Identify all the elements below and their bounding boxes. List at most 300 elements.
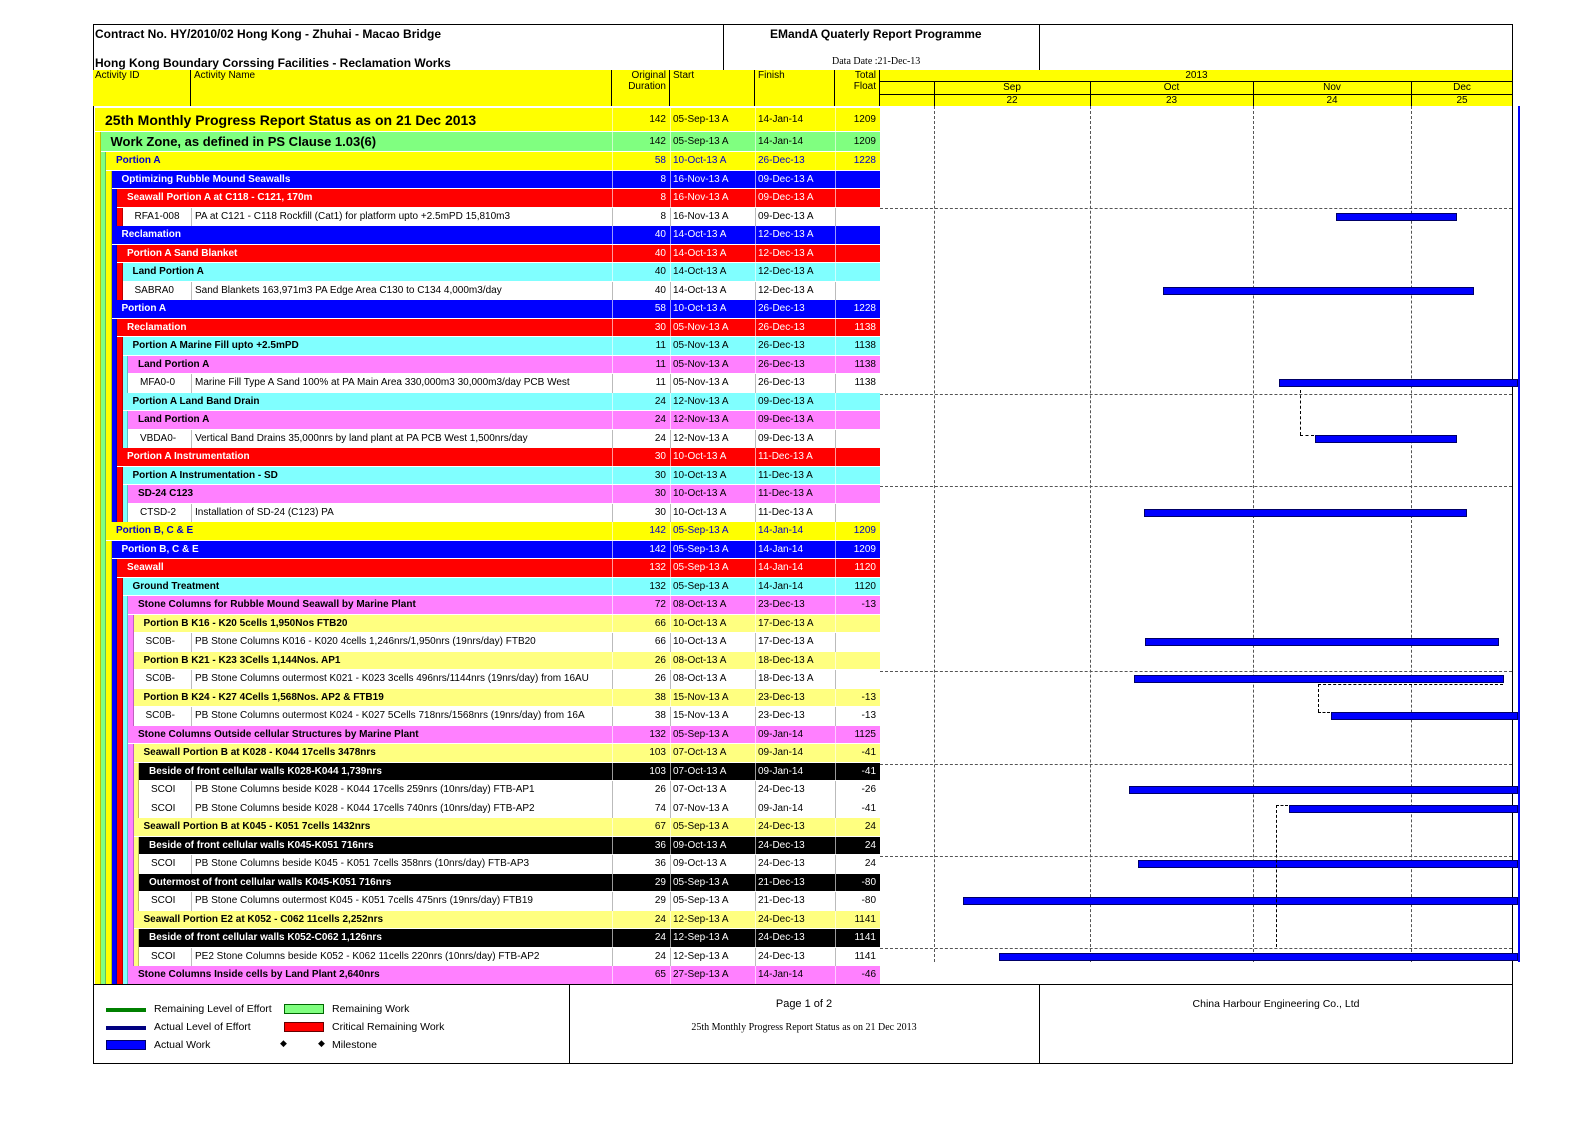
finish-cell: 09-Jan-14 [758, 802, 804, 814]
footer-divider [1039, 984, 1040, 1064]
duration-cell: 132 [649, 562, 666, 573]
start-cell: 05-Nov-13 A [673, 321, 729, 333]
gantt-bar [1163, 287, 1474, 295]
legend-swatch-critical-work [284, 1022, 324, 1032]
duration-cell: 8 [660, 192, 666, 203]
activity-id: SCOI [151, 858, 176, 869]
gantt-bar [1129, 786, 1518, 794]
col-activity-id: Activity ID [93, 70, 191, 106]
start-cell: 12-Sep-13 A [673, 950, 729, 962]
float-cell [835, 430, 880, 449]
activity-name: PB Stone Columns beside K045 - K051 7cells 358nrs (10nrs/day) FTB-AP3 [195, 858, 530, 869]
activity-name: Portion B, C & E [121, 543, 199, 555]
col-duration: Original Duration [612, 70, 670, 106]
start-cell: 05-Sep-13 A [673, 728, 729, 740]
project-title: Hong Kong Boundary Corssing Facilities - Reclamation Works [95, 56, 451, 70]
float-cell: -13 [861, 599, 876, 610]
float-cell [835, 670, 880, 689]
legend-label: Critical Remaining Work [332, 1021, 445, 1033]
footer-status: 25th Monthly Progress Report Status as on 21 Dec 2013 [691, 1022, 917, 1033]
float-cell [835, 171, 880, 190]
start-cell: 15-Nov-13 A [673, 691, 729, 703]
activity-name: Sand Blankets 163,971m3 PA Edge Area C130 to C134 4,000m3/day [195, 284, 502, 296]
start-cell: 14-Oct-13 A [673, 284, 727, 296]
finish-cell: 24-Dec-13 [758, 932, 805, 943]
start-cell: 14-Oct-13 A [673, 247, 727, 259]
duration-cell: 40 [654, 229, 666, 240]
duration-cell: 66 [654, 617, 666, 629]
float-cell: -41 [861, 765, 876, 777]
data-date-line [1518, 106, 1520, 962]
activity-name: Portion B K16 - K20 5cells 1,950Nos FTB20 [143, 617, 348, 629]
float-cell [835, 263, 880, 282]
duration-cell: 30 [654, 451, 666, 462]
page-number: Page 1 of 2 [775, 998, 833, 1010]
start-cell: 15-Nov-13 A [673, 710, 729, 721]
activity-name: PB Stone Columns outermost K045 - K051 7cells 475nrs (19nrs/day) FTB19 [195, 895, 533, 906]
duration-cell: 142 [649, 114, 666, 125]
report-title: EMandA Quaterly Report Programme [770, 27, 982, 41]
grid-line [880, 394, 1512, 395]
activity-name: Land Portion A [138, 414, 210, 425]
finish-cell: 09-Dec-13 A [758, 414, 814, 425]
activity-id: SC0B- [145, 710, 175, 721]
finish-cell: 26-Dec-13 [758, 303, 805, 314]
activity-name: Marine Fill Type A Sand 100% at PA Main Area 330,000m3 30,000m3/day PCB West [195, 377, 570, 388]
gantt-bar [1336, 213, 1457, 221]
float-cell [835, 282, 880, 301]
float-cell: 1138 [854, 340, 876, 351]
float-cell: -46 [861, 969, 876, 980]
float-cell [835, 226, 880, 245]
finish-cell: 24-Dec-13 [758, 839, 805, 851]
finish-cell: 26-Dec-13 [758, 377, 805, 388]
start-cell: 05-Sep-13 A [673, 580, 729, 592]
dependency-line [1318, 684, 1319, 712]
start-cell: 10-Oct-13 A [673, 303, 727, 314]
timeline-divider [934, 82, 935, 106]
start-cell: 07-Oct-13 A [673, 747, 727, 758]
activity-name: PB Stone Columns outermost K024 - K027 5Cells 718nrs/1568nrs (19nrs/day) from 16A [195, 710, 585, 721]
activity-id: RFA1-008 [134, 210, 180, 222]
timeline-month: Oct [1163, 82, 1180, 93]
start-cell: 05-Nov-13 A [673, 358, 729, 370]
finish-cell: 21-Dec-13 [758, 895, 805, 906]
legend-label: Actual Work [154, 1039, 211, 1051]
float-cell [835, 485, 880, 504]
float-cell: 24 [864, 858, 876, 869]
finish-cell: 23-Dec-13 [758, 691, 805, 703]
start-cell: 10-Oct-13 A [673, 155, 727, 166]
gantt-bar [1315, 435, 1457, 443]
gantt-bar [1134, 675, 1504, 683]
activity-name: Optimizing Rubble Mound Seawalls [121, 173, 291, 185]
timeline-month: Nov [1323, 82, 1341, 93]
timeline-divider [1090, 82, 1091, 106]
start-cell: 16-Nov-13 A [673, 173, 729, 185]
start-cell: 05-Sep-13 A [673, 114, 729, 125]
duration-cell: 30 [654, 469, 666, 481]
activity-name: PA at C121 - C118 Rockfill (Cat1) for platform upto +2.5mPD 15,810m3 [195, 210, 511, 222]
start-cell: 12-Sep-13 A [673, 932, 729, 943]
finish-cell: 09-Jan-14 [758, 728, 804, 740]
duration-cell: 29 [654, 895, 666, 906]
col-finish: Finish [755, 70, 835, 106]
activity-name: Beside of front cellular walls K045-K051 716nrs [149, 839, 374, 851]
finish-cell: 17-Dec-13 A [758, 617, 814, 629]
activity-id: SCOI [151, 802, 176, 814]
activity-id: SCOI [151, 950, 176, 962]
activity-name: Ground Treatment [132, 580, 220, 592]
finish-cell: 26-Dec-13 [758, 340, 805, 351]
float-cell: 1138 [854, 358, 876, 370]
legend-swatch-actual-loe [106, 1026, 146, 1030]
legend-label: Actual Level of Effort [154, 1021, 251, 1033]
float-cell: -80 [861, 876, 876, 888]
float-cell: 1209 [853, 525, 876, 536]
start-cell: 10-Oct-13 A [673, 451, 727, 462]
activity-name: Stone Columns Outside cellular Structures by Marine Plant [138, 728, 419, 740]
float-cell: 1209 [853, 136, 876, 147]
duration-cell: 24 [654, 950, 666, 962]
timeline-year: 2013 [1185, 70, 1208, 81]
float-cell: 24 [864, 821, 876, 832]
activity-name: Stone Columns for Rubble Mound Seawall by Marine Plant [138, 599, 416, 610]
header-divider [723, 24, 724, 70]
start-cell: 10-Oct-13 A [673, 617, 727, 629]
duration-cell: 67 [654, 821, 666, 832]
duration-cell: 38 [654, 710, 666, 721]
activity-name: PE2 Stone Columns beside K052 - K062 11cells 220nrs (10nrs/day) FTB-AP2 [195, 950, 540, 962]
header-divider [1039, 24, 1040, 70]
grid-line [880, 208, 1512, 209]
gantt-bar [1145, 638, 1499, 646]
finish-cell: 09-Dec-13 A [758, 173, 814, 185]
milestone-diamond-icon: ◆ [280, 1038, 287, 1048]
start-cell: 12-Nov-13 A [673, 395, 729, 407]
finish-cell: 24-Dec-13 [758, 784, 805, 795]
duration-cell: 132 [649, 728, 666, 740]
grid-line [1253, 106, 1254, 962]
duration-cell: 142 [649, 525, 666, 536]
finish-cell: 24-Dec-13 [758, 821, 805, 832]
activity-name: Portion A Instrumentation - SD [132, 469, 278, 481]
finish-cell: 17-Dec-13 A [758, 636, 814, 647]
duration-cell: 103 [649, 747, 666, 758]
grid-line [880, 856, 1512, 857]
duration-cell: 30 [654, 488, 666, 499]
dependency-line [1300, 390, 1301, 435]
finish-cell: 14-Jan-14 [758, 114, 804, 125]
activity-name: PB Stone Columns beside K028 - K044 17cells 259nrs (10nrs/day) FTB-AP1 [195, 784, 535, 795]
finish-cell: 23-Dec-13 [758, 710, 805, 721]
activity-name: Reclamation [127, 321, 187, 333]
duration-cell: 58 [654, 155, 666, 166]
activity-name: SD-24 C123 [138, 488, 194, 499]
dependency-line [1300, 435, 1314, 436]
duration-cell: 40 [654, 284, 666, 296]
duration-cell: 24 [654, 932, 666, 943]
start-cell: 05-Sep-13 A [673, 543, 729, 555]
finish-cell: 11-Dec-13 A [758, 469, 813, 481]
float-cell [835, 411, 880, 430]
float-cell [835, 245, 880, 264]
float-cell [835, 189, 880, 208]
footer-divider [93, 984, 1513, 985]
duration-cell: 29 [654, 876, 666, 888]
dependency-line [1318, 712, 1330, 713]
grid-line [880, 764, 1512, 765]
legend-label: Milestone [332, 1039, 377, 1051]
finish-cell: 14-Jan-14 [758, 580, 804, 592]
start-cell: 05-Sep-13 A [673, 876, 729, 888]
finish-cell: 09-Dec-13 A [758, 192, 814, 203]
float-cell: 1125 [854, 728, 876, 740]
float-cell: -80 [861, 895, 876, 906]
activity-name: Seawall Portion A at C118 - C121, 170m [127, 192, 313, 203]
activity-name: Land Portion A [138, 358, 210, 370]
finish-cell: 12-Dec-13 A [758, 229, 814, 240]
company-name: China Harbour Engineering Co., Ltd [1192, 998, 1360, 1010]
float-cell [835, 448, 880, 467]
start-cell: 12-Nov-13 A [673, 432, 729, 444]
finish-cell: 21-Dec-13 [758, 876, 805, 888]
milestone-diamond-icon: ◆ [318, 1038, 325, 1048]
activity-id: SCOI [151, 895, 176, 906]
finish-cell: 14-Jan-14 [758, 969, 804, 980]
activity-name: Portion B, C & E [116, 525, 194, 536]
start-cell: 14-Oct-13 A [673, 229, 727, 240]
float-cell: 1209 [853, 543, 876, 555]
finish-cell: 14-Jan-14 [758, 525, 804, 536]
activity-id: SC0B- [145, 636, 175, 647]
activity-name: 25th Monthly Progress Report Status as on 21 Dec 2013 [105, 112, 477, 128]
grid-line [880, 486, 1512, 487]
float-cell: 1141 [854, 913, 876, 925]
start-cell: 05-Sep-13 A [673, 562, 729, 573]
data-date: Data Date :21-Dec-13 [832, 56, 921, 67]
activity-name: Seawall Portion B at K045 - K051 7cells 1432nrs [143, 821, 371, 832]
duration-cell: 24 [654, 913, 666, 925]
start-cell: 07-Nov-13 A [673, 802, 729, 814]
duration-cell: 30 [654, 321, 666, 333]
duration-cell: 132 [649, 580, 666, 592]
finish-cell: 11-Dec-13 A [758, 451, 813, 462]
duration-cell: 36 [654, 839, 666, 851]
activity-name: Portion A [121, 303, 167, 314]
grid-line [1090, 106, 1091, 962]
grid-line [880, 671, 1512, 672]
start-cell: 07-Oct-13 A [673, 784, 727, 795]
gantt-bar [963, 897, 1518, 905]
activity-name: PB Stone Columns K016 - K020 4cells 1,246nrs/1,950nrs (19nrs/day) FTB20 [195, 636, 536, 647]
legend-swatch-actual-work [106, 1040, 146, 1050]
start-cell: 07-Oct-13 A [673, 765, 727, 777]
duration-cell: 30 [654, 506, 666, 518]
activity-name: PB Stone Columns beside K028 - K044 17cells 740nrs (10nrs/day) FTB-AP2 [195, 802, 535, 814]
finish-cell: 09-Jan-14 [758, 765, 804, 777]
duration-cell: 38 [654, 691, 666, 703]
activity-id: MFA0-0 [140, 377, 176, 388]
legend-label: Remaining Level of Effort [154, 1003, 272, 1015]
gantt-bar [999, 953, 1518, 961]
finish-cell: 24-Dec-13 [758, 858, 805, 869]
float-cell [835, 393, 880, 412]
duration-cell: 142 [649, 543, 666, 555]
legend-label: Remaining Work [332, 1003, 410, 1015]
legend-swatch-remaining-work [284, 1004, 324, 1014]
duration-cell: 11 [655, 377, 666, 388]
float-cell: 1138 [854, 321, 876, 333]
activity-id: VBDA0- [140, 432, 177, 444]
finish-cell: 24-Dec-13 [758, 950, 805, 962]
activity-name: Vertical Band Drains 35,000nrs by land plant at PA PCB West 1,500nrs/day [195, 432, 528, 444]
start-cell: 09-Oct-13 A [673, 858, 727, 869]
start-cell: 08-Oct-13 A [673, 599, 727, 610]
float-cell: 1228 [853, 303, 876, 314]
finish-cell: 23-Dec-13 [758, 599, 805, 610]
duration-cell: 26 [654, 784, 666, 795]
start-cell: 10-Oct-13 A [673, 469, 727, 481]
legend-swatch-remaining-loe [106, 1008, 146, 1012]
finish-cell: 11-Dec-13 A [758, 488, 813, 499]
duration-cell: 36 [654, 858, 666, 869]
float-cell [835, 504, 880, 523]
duration-cell: 24 [654, 395, 666, 407]
activity-name: Land Portion A [132, 266, 204, 277]
activity-name: Portion A Sand Blanket [127, 247, 238, 259]
float-cell: -26 [861, 784, 876, 795]
start-cell: 08-Oct-13 A [673, 654, 727, 666]
float-cell [835, 633, 880, 652]
activity-id: SABRA0 [134, 284, 174, 296]
timeline-week: 23 [1165, 95, 1178, 106]
timeline-month: Dec [1453, 82, 1471, 93]
timeline-month: Sep [1003, 82, 1021, 93]
activity-name: Portion A [116, 155, 161, 166]
activity-name: Portion A Land Band Drain [132, 395, 260, 407]
float-cell [835, 615, 880, 634]
finish-cell: 26-Dec-13 [758, 155, 805, 166]
timeline-week: 25 [1456, 95, 1468, 106]
gantt-bar [1138, 860, 1518, 868]
gantt-bar [1144, 509, 1467, 517]
activity-name: Reclamation [121, 229, 181, 240]
activity-name: Stone Columns Inside cells by Land Plant 2,640nrs [138, 969, 380, 980]
grid-line [934, 106, 935, 962]
timeline-divider [1411, 82, 1412, 106]
finish-cell: 12-Dec-13 A [758, 247, 814, 259]
finish-cell: 09-Dec-13 A [758, 395, 814, 407]
timeline-divider [1253, 82, 1254, 106]
finish-cell: 26-Dec-13 [758, 321, 805, 333]
grid-line [880, 948, 1512, 949]
activity-name: PB Stone Columns outermost K021 - K023 3cells 496nrs/1144nrs (19nrs/day) from 16AU [195, 673, 589, 684]
start-cell: 16-Nov-13 A [673, 210, 729, 222]
start-cell: 12-Nov-13 A [673, 414, 729, 425]
float-cell: 1120 [854, 580, 876, 592]
gantt-bar [1279, 379, 1518, 387]
activity-name: Portion A Marine Fill upto +2.5mPD [132, 340, 299, 351]
activity-id: SCOI [151, 784, 176, 795]
float-cell: 1138 [854, 377, 876, 388]
col-activity-name: Activity Name [191, 70, 612, 106]
float-cell: 1141 [854, 932, 876, 943]
start-cell: 05-Nov-13 A [673, 377, 729, 388]
activity-name: Work Zone, as defined in PS Clause 1.03(6) [110, 134, 377, 149]
finish-cell: 09-Dec-13 A [758, 210, 814, 222]
start-cell: 27-Sep-13 A [673, 969, 729, 980]
start-cell: 08-Oct-13 A [673, 673, 727, 684]
start-cell: 12-Sep-13 A [673, 913, 729, 925]
start-cell: 10-Oct-13 A [673, 636, 727, 647]
duration-cell: 8 [660, 173, 666, 185]
float-cell: -41 [861, 802, 876, 814]
float-cell: 1228 [853, 155, 876, 166]
duration-cell: 74 [654, 802, 666, 814]
duration-cell: 8 [660, 210, 666, 222]
finish-cell: 14-Jan-14 [758, 543, 804, 555]
duration-cell: 11 [655, 340, 666, 351]
start-cell: 05-Nov-13 A [673, 340, 729, 351]
duration-cell: 11 [655, 358, 666, 370]
start-cell: 10-Oct-13 A [673, 488, 727, 499]
activity-id: CTSD-2 [140, 506, 177, 518]
col-start: Start [670, 70, 755, 106]
duration-cell: 26 [654, 654, 666, 666]
activity-name: Seawall [127, 562, 164, 573]
col-float: Total Float [835, 70, 880, 106]
float-cell: -13 [861, 691, 876, 703]
activity-name: Portion B K21 - K23 3Cells 1,144Nos. AP1 [143, 654, 341, 666]
finish-cell: 18-Dec-13 A [758, 673, 814, 684]
activity-name: Installation of SD-24 (C123) PA [195, 506, 334, 518]
finish-cell: 14-Jan-14 [758, 562, 804, 573]
activity-name: Portion A Instrumentation [127, 451, 250, 462]
finish-cell: 11-Dec-13 A [758, 506, 813, 518]
finish-cell: 09-Dec-13 A [758, 432, 814, 444]
start-cell: 05-Sep-13 A [673, 136, 729, 147]
timeline-week: 22 [1006, 95, 1018, 106]
finish-cell: 24-Dec-13 [758, 913, 805, 925]
start-cell: 05-Sep-13 A [673, 821, 729, 832]
duration-cell: 24 [654, 432, 666, 444]
float-cell [835, 467, 880, 486]
float-cell: 1120 [854, 562, 876, 573]
activity-id: SC0B- [145, 673, 175, 684]
dependency-line [1276, 805, 1288, 806]
duration-cell: 24 [654, 414, 666, 425]
float-cell: 1209 [853, 114, 876, 125]
activity-name: Beside of front cellular walls K028-K044 1,739nrs [149, 765, 382, 777]
activity-name: Portion B K24 - K27 4Cells 1,568Nos. AP2 & FTB19 [143, 691, 384, 703]
start-cell: 05-Sep-13 A [673, 525, 729, 536]
activity-name: Beside of front cellular walls K052-C062 1,126nrs [149, 932, 382, 943]
finish-cell: 09-Jan-14 [758, 747, 804, 758]
activity-name: Seawall Portion B at K028 - K044 17cells 3478nrs [143, 747, 376, 758]
duration-cell: 26 [654, 673, 666, 684]
float-cell: 24 [864, 839, 876, 851]
start-cell: 05-Sep-13 A [673, 895, 729, 906]
start-cell: 14-Oct-13 A [673, 266, 727, 277]
duration-cell: 66 [654, 636, 666, 647]
finish-cell: 12-Dec-13 A [758, 284, 814, 296]
gantt-bar [1331, 712, 1518, 720]
duration-cell: 40 [654, 247, 666, 259]
timeline-week: 24 [1326, 95, 1338, 106]
finish-cell: 26-Dec-13 [758, 358, 805, 370]
start-cell: 16-Nov-13 A [673, 192, 729, 203]
